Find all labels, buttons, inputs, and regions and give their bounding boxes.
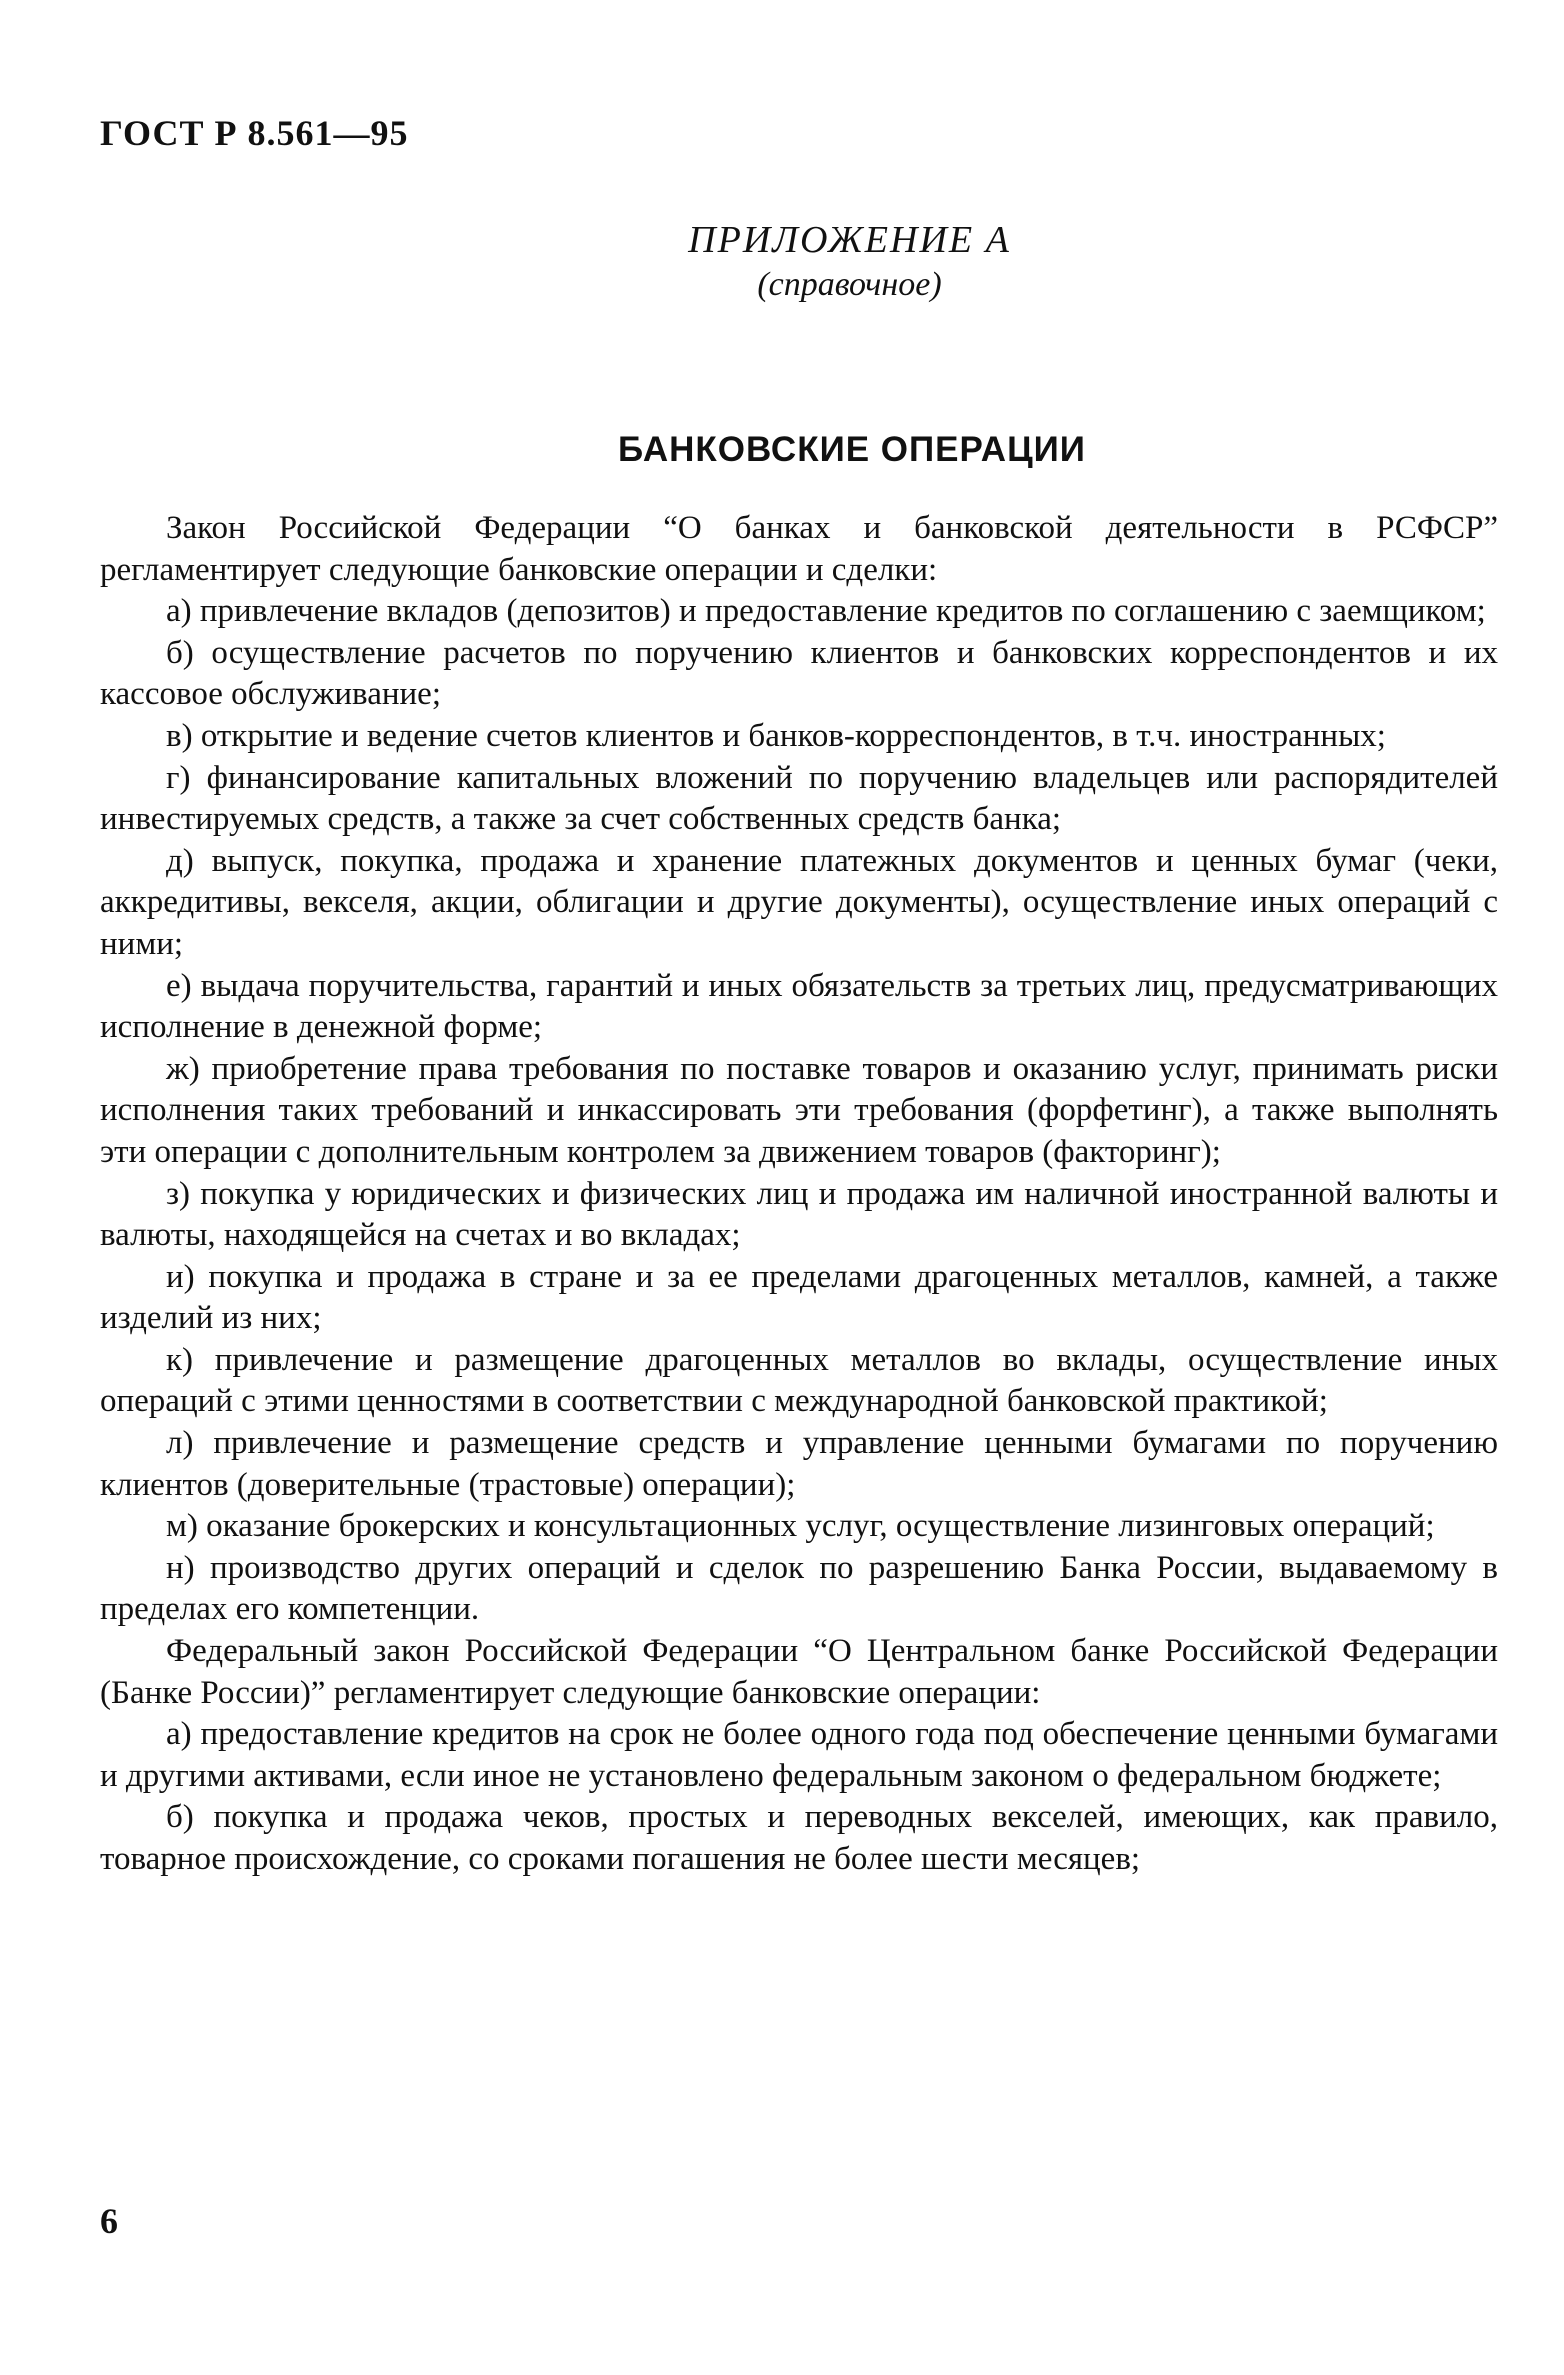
appendix-title: ПРИЛОЖЕНИЕ А (688, 219, 1011, 261)
list-item: з) покупка у юридических и физических лиц и продажа им наличной иностранной валюты и валюты, находящейся на счетах и во вкладах; (100, 1175, 1498, 1254)
list-item: и) покупка и продажа в стране и за ее пределами драгоценных металлов, камней, а также изделий из них; (100, 1258, 1498, 1337)
list-item: к) привлечение и размещение драгоценных металлов во вклады, осуществление иных операций с этими ценностями в соответствии с международной банковской практикой; (100, 1341, 1498, 1420)
list-item: е) выдача поручительства, гарантий и иных обязательств за третьих лиц, предусматривающих исполнение в денежной форме; (100, 967, 1498, 1046)
list-item: в) открытие и ведение счетов клиентов и банков-корреспондентов, в т.ч. иностранных; (166, 717, 1386, 754)
list-item: м) оказание брокерских и консультационных услуг, осуществление лизинговых операций; (166, 1508, 1435, 1545)
list-item: а) привлечение вкладов (депозитов) и предоставление кредитов по соглашению с заемщиком; (166, 593, 1486, 630)
paragraph: Закон Российской Федерации “О банках и банковской деятельности в РСФСР” регламентирует следующие банковские операции и сделки: (100, 510, 1498, 588)
list-item: г) финансирование капитальных вложений по поручению владельцев или распорядителей инвестируемых средств, а также за счет собственных средств банка; (100, 759, 1498, 838)
paragraph: Федеральный закон Российской Федерации “О Центральном банке Российской Федерации (Банке России)” регламентирует следующие банковские операции: (100, 1633, 1498, 1711)
body-text (100, 508, 1498, 1881)
list-item: н) производство других операций и сделок по разрешению Банка России, выдаваемому в пределах его компетенции. (100, 1549, 1498, 1628)
page-number: 6 (100, 2201, 118, 2241)
list-item: а) предоставление кредитов на срок не более одного года под обеспечение ценными бумагами и другими активами, если иное не установлено федеральным законом о федеральном бюджете; (100, 1716, 1498, 1794)
appendix-subtitle: (справочное) (757, 266, 942, 303)
standard-header: ГОСТ Р 8.561—95 (100, 113, 409, 153)
list-item: б) осуществление расчетов по поручению клиентов и банковских корреспондентов и их кассовое обслуживание; (100, 634, 1498, 713)
section-title: БАНКОВСКИЕ ОПЕРАЦИИ (618, 430, 1086, 469)
list-item: ж) приобретение права требования по поставке товаров и оказанию услуг, принимать риски исполнения таких требований и инкассировать эти требования (форфетинг), а также выполнять эти операции с дополнительным контролем за движением товаров (факторинг); (100, 1050, 1498, 1170)
list-item: д) выпуск, покупка, продажа и хранение платежных документов и ценных бумаг (чеки, аккредитивы, векселя, акции, облигации и другие документы), осуществление иных операций с ними; (100, 842, 1498, 962)
list-item: л) привлечение и размещение средств и управление ценными бумагами по поручению клиентов (доверительные (трастовые) операции); (100, 1425, 1498, 1503)
list-item: б) покупка и продажа чеков, простых и переводных векселей, имеющих, как правило, товарное происхождение, со сроками погашения не более шести месяцев; (100, 1799, 1498, 1877)
